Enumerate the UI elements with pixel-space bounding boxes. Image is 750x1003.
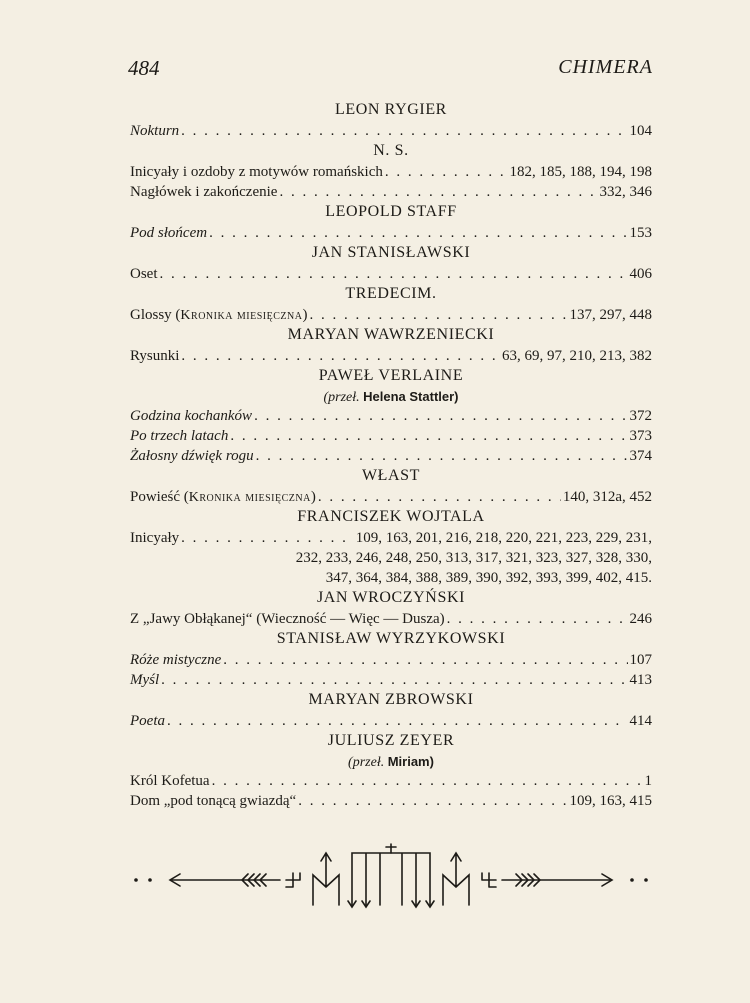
dot-leader [181,121,627,141]
page-number: 484 [128,56,160,80]
author-section [130,243,652,284]
page-references: 63, 69, 97, 210, 213, 382 [502,348,652,364]
translator-prefix: (przeł. [323,390,360,405]
author-section [130,325,652,366]
toc-entry[interactable] [130,528,652,548]
dot-leader [212,771,643,791]
entry-title-text: Żałosny dźwięk rogu [130,448,254,464]
author-name: FRANCISZEK WOJTALA [297,508,485,525]
author-name: N. S. [373,142,409,159]
page-references: 140, 312a, 452 [562,489,652,505]
toc-entry[interactable] [130,487,652,507]
page-references: 373 [629,428,652,444]
dot-leader [230,426,627,446]
entry-title [130,711,165,731]
entry-title [130,305,307,326]
toc-entry[interactable] [130,650,652,670]
page-references: 374 [629,448,652,464]
author-section [130,141,652,202]
entry-title-text: Inicyały i ozdoby z motywów romańskich [130,164,383,180]
toc-entry[interactable] [130,791,652,811]
toc-entry[interactable] [130,182,652,202]
toc-entry[interactable] [130,426,652,446]
toc-entry[interactable] [130,609,652,629]
author-name: LEON RYGIER [335,101,447,118]
author-section [130,202,652,243]
toc-entry[interactable] [130,121,652,141]
toc-entry[interactable] [130,670,652,690]
author-name: JAN STANISŁAWSKI [311,244,471,261]
entry-title [130,791,296,811]
page-references: 109, 163, 201, 216, 218, 220, 221, 223, 229, 231, [355,530,652,546]
toc-entry[interactable] [130,264,652,284]
dot-leader [318,487,561,507]
entry-title [130,487,316,508]
page-references: 182, 185, 188, 194, 198 [509,164,652,180]
dot-leader [181,528,354,548]
running-title: CHIMERA [558,56,653,78]
entry-title [130,162,383,182]
entry-title [130,528,179,548]
author-section [130,690,652,731]
author-name: LEOPOLD STAFF [325,203,457,220]
dot-leader [167,711,628,731]
entry-title-text: Nokturn [130,123,180,139]
dot-leader [385,162,508,182]
page-references: 246 [629,611,652,627]
dot-leader [279,182,597,202]
page-references-continued: 347, 364, 384, 388, 389, 390, 392, 393, 399, 402, 415. [325,570,652,586]
page-references: 109, 163, 415 [569,793,652,809]
author-section [130,731,652,811]
decorative-ornament-icon [130,843,652,913]
toc-entry[interactable] [130,446,652,466]
dot-leader [160,264,628,284]
author-section [130,466,652,507]
entry-title [130,223,207,243]
entry-title [130,426,228,446]
dot-leader [447,609,628,629]
dot-leader [181,346,500,366]
toc-entry[interactable] [130,771,652,791]
dot-leader [223,650,627,670]
entry-title-text: Godzina kochanków [130,408,253,424]
page-references: 1 [644,773,652,789]
entry-title-text: Powieść ( [130,489,189,505]
author-section [130,507,652,588]
entry-title-text: Glossy ( [130,307,181,323]
entry-title [130,771,210,791]
entry-title [130,264,158,284]
page-references: 414 [629,713,652,729]
author-name: MARYAN ZBROWSKI [308,691,474,708]
entry-title-text: Z „Jawy Obłąkanej“ (Wieczność — Więc — Dusza) [130,611,445,627]
translator-line [130,752,652,771]
page-references: 372 [629,408,652,424]
dot-leader [298,791,567,811]
dot-leader [254,406,627,426]
author-name: MARYAN WAWRZENIECKI [287,326,495,343]
entry-title-end: ) [302,307,308,323]
translator-name: Miriam) [387,754,434,769]
author-name: TREDECIM. [345,285,437,302]
author-section [130,366,652,466]
entry-title-text: Dom „pod tonącą gwiazdą“ [130,793,297,809]
entry-title [130,650,221,670]
page-references-continued: 232, 233, 246, 248, 250, 313, 317, 321, 323, 327, 328, 330, [295,550,652,566]
page-references: 413 [629,672,652,688]
page-references: 137, 297, 448 [569,307,652,323]
toc-entry[interactable] [130,406,652,426]
author-name: WŁAST [361,467,421,484]
toc-entry[interactable] [130,711,652,731]
entry-title [130,609,445,629]
entry-title-text: Pod słońcem [130,225,208,241]
entry-title-text: Po trzech latach [130,428,229,444]
entry-title-text: Poeta [130,713,165,729]
author-section [130,588,652,629]
page-references: 104 [629,123,652,139]
entry-title [130,346,179,366]
dot-leader [209,223,627,243]
author-name: JAN WROCZYŃSKI [316,589,466,606]
entry-title [130,670,159,690]
entry-title-text: Król Kofetua [130,773,210,789]
entry-title-smallcaps: Kronika miesięczna [188,490,311,505]
toc-entry[interactable] [130,162,652,182]
author-name: PAWEŁ VERLAINE [318,367,464,384]
entry-title [130,121,179,141]
dot-leader [256,446,628,466]
page-references: 153 [629,225,652,241]
translator-line [130,387,652,406]
entry-title-smallcaps: Kronika miesięczna [180,308,303,323]
dot-leader [309,305,567,325]
author-section [130,284,652,325]
author-section [130,629,652,690]
translator-name: Helena Stattler) [363,389,459,404]
toc-entry[interactable] [130,346,652,366]
translator-prefix: (przeł. [348,755,385,770]
entry-title-text: Róże mistyczne [130,652,222,668]
entry-title-end: ) [310,489,316,505]
author-name: JULIUSZ ZEYER [327,732,455,749]
entry-title-text: Myśl [130,672,160,688]
entry-title-text: Nagłówek i zakończenie [130,184,278,200]
entry-title-text: Inicyały [130,530,180,546]
entry-title-text: Oset [130,266,158,282]
entry-title-text: Rysunki [130,348,180,364]
page-references: 406 [629,266,652,282]
table-of-contents [130,100,652,811]
entry-title [130,446,254,466]
entry-title [130,406,252,426]
author-name: STANISŁAW WYRZYKOWSKI [276,630,506,647]
dot-leader [161,670,627,690]
entry-title [130,182,277,202]
toc-entry[interactable] [130,305,652,325]
toc-entry[interactable] [130,223,652,243]
page-references: 332, 346 [599,184,652,200]
author-section [130,100,652,141]
page-references: 107 [629,652,652,668]
